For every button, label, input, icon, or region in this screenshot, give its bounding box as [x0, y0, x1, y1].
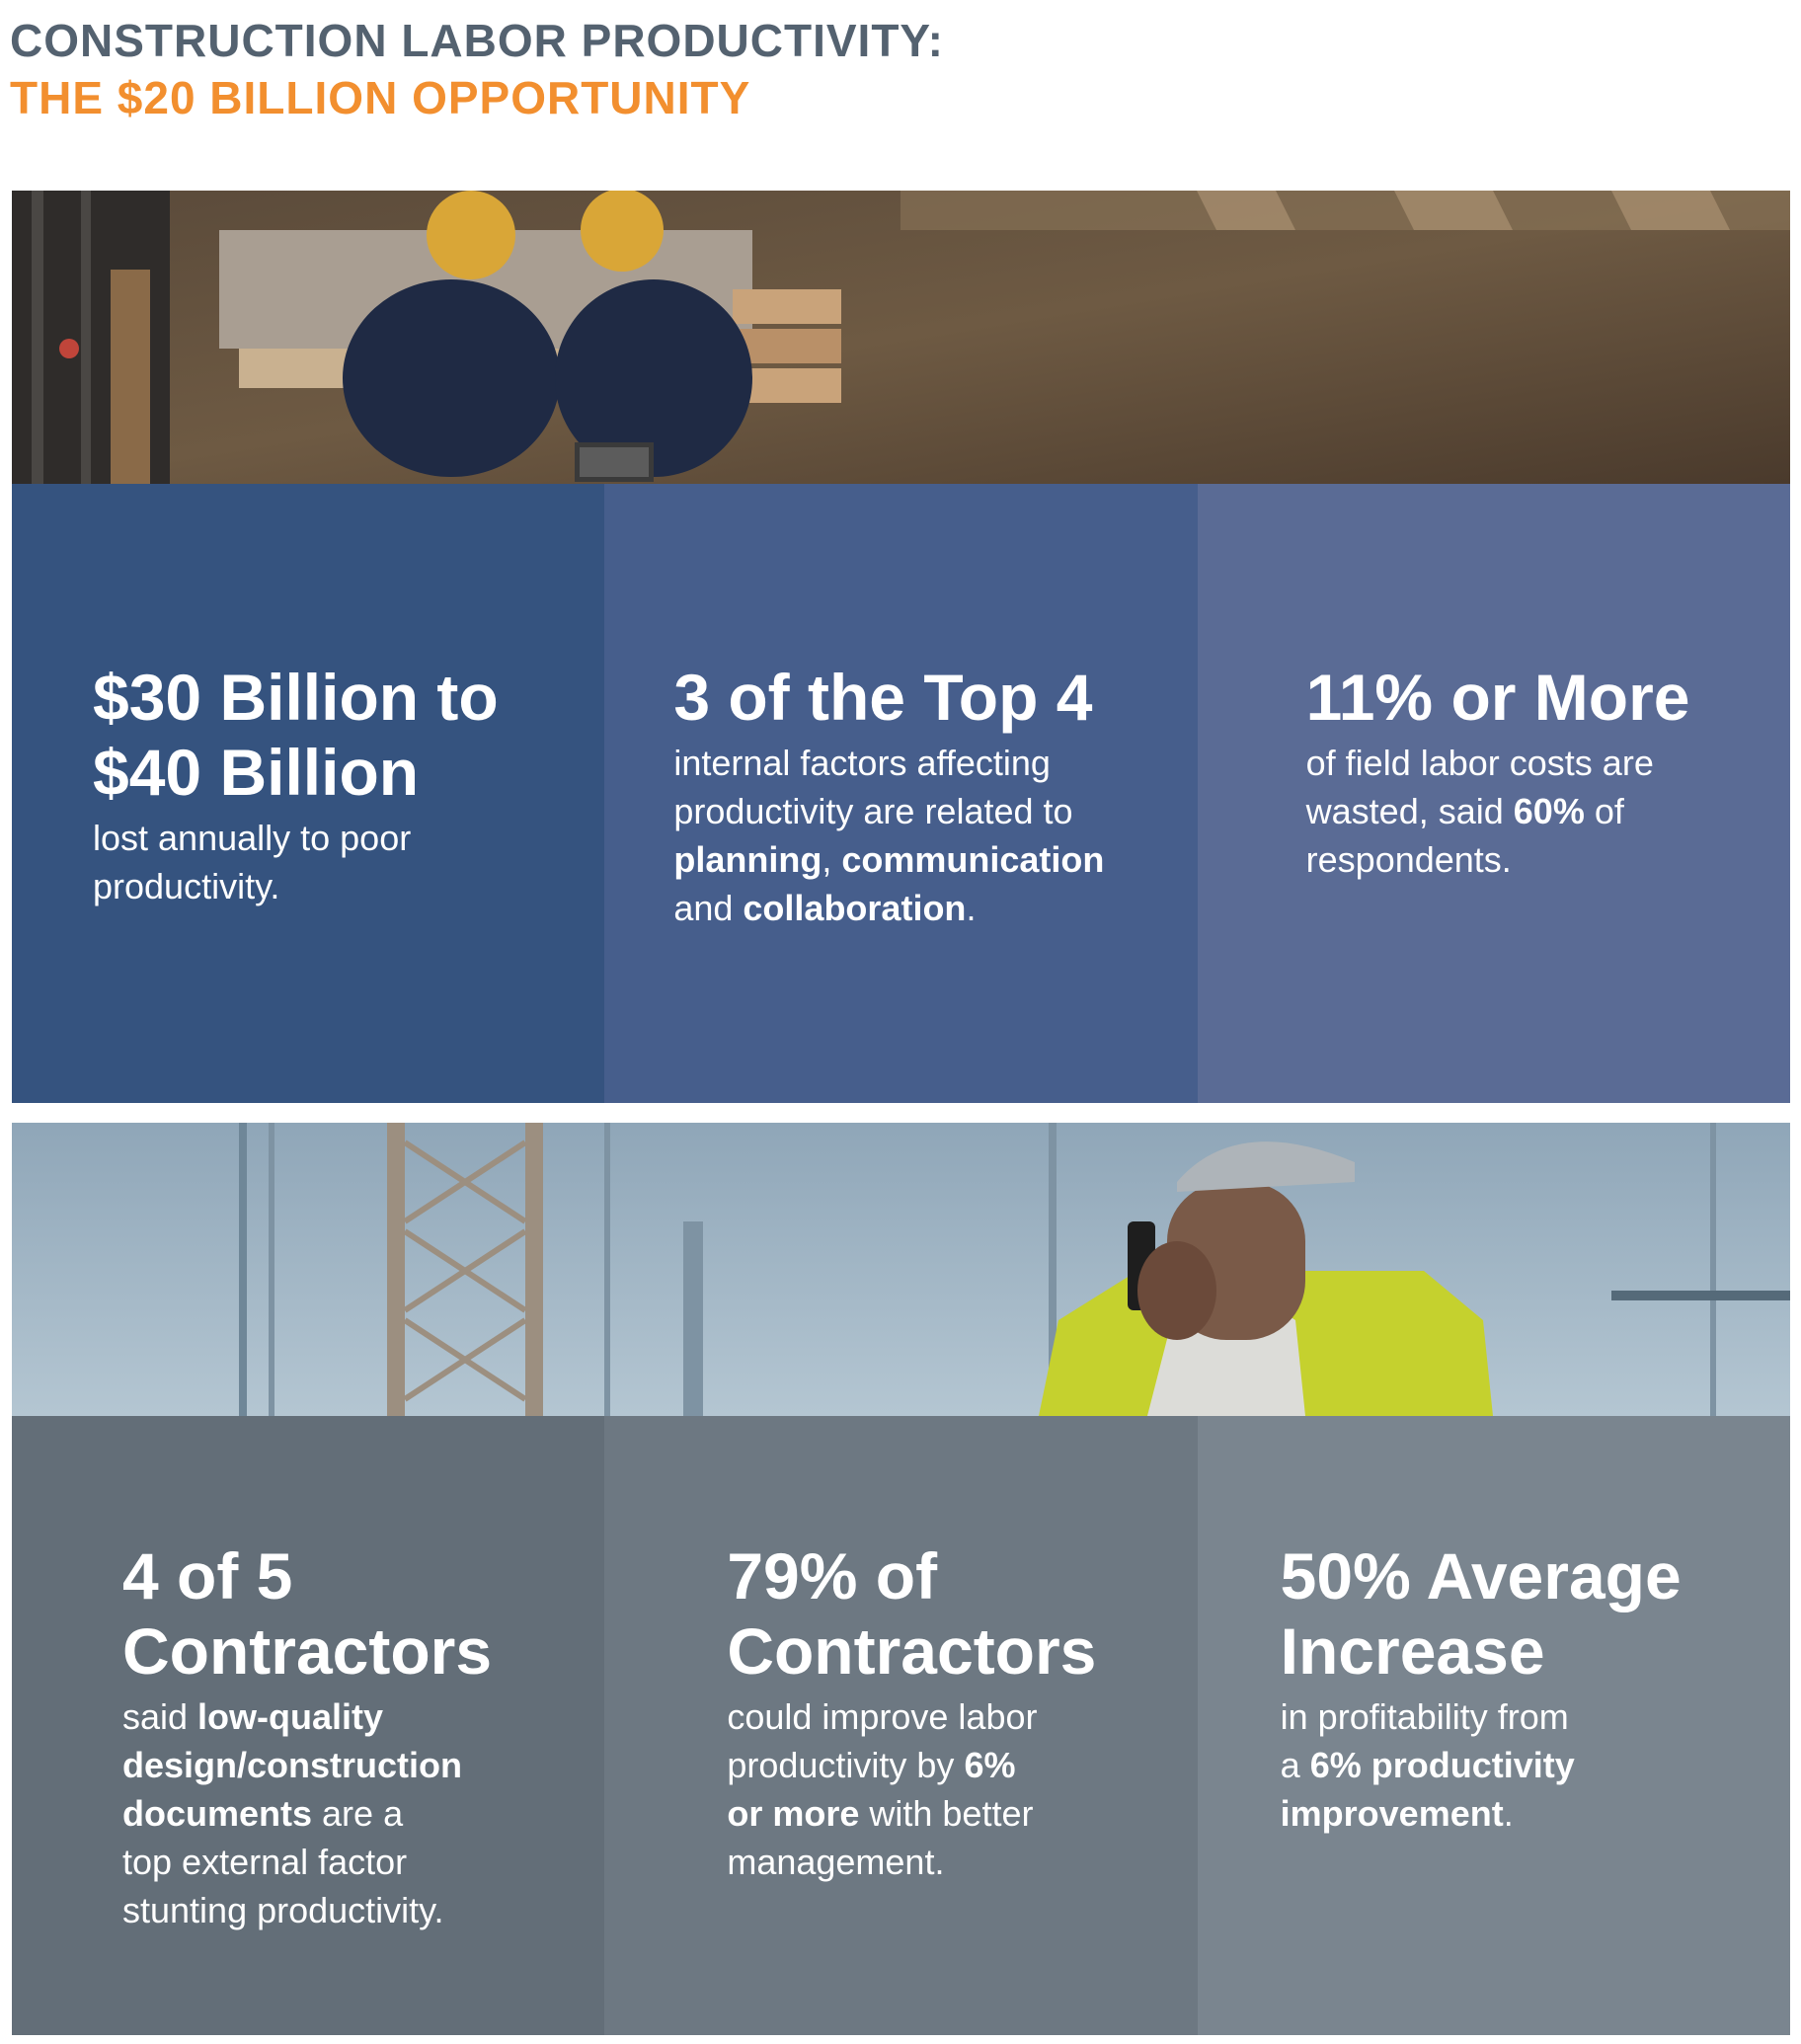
worker-radio-photo-illustration: [12, 1123, 1790, 1416]
stat-content: [1281, 1538, 1682, 1838]
headline-line: $30 Billion to: [93, 661, 499, 734]
desc-text: a: [1280, 1745, 1310, 1785]
stat-headline: [1281, 1538, 1682, 1689]
desc-text: wasted, said: [1305, 791, 1514, 831]
desc-bold: planning: [673, 839, 822, 880]
stat-headline: [93, 660, 499, 810]
desc-text: said: [122, 1696, 198, 1737]
desc-text: stunting productivity.: [122, 1890, 444, 1930]
desc-text: in profitability from: [1280, 1696, 1569, 1737]
desc-bold: 6%: [964, 1745, 1016, 1785]
stat-description: [1281, 1692, 1682, 1838]
stat-description: [93, 814, 499, 910]
stat-panel-wasted-costs: [1198, 484, 1790, 1103]
headline-line: 50% Average: [1280, 1539, 1682, 1612]
stat-headline: [1306, 660, 1690, 735]
stat-panel-lost-annually: [12, 484, 604, 1103]
stat-content: [93, 660, 499, 910]
stats-band-top: [12, 484, 1790, 1103]
desc-text: with better: [859, 1793, 1034, 1834]
desc-bold: or more: [727, 1793, 860, 1834]
headline-line: Increase: [1280, 1614, 1545, 1688]
desc-bold: 60%: [1513, 791, 1585, 831]
desc-text: productivity by: [727, 1745, 965, 1785]
workers-photo-illustration: [12, 191, 1790, 484]
stat-content: [673, 660, 1104, 932]
desc-bold: 6% productivity: [1309, 1745, 1575, 1785]
stat-headline: [673, 660, 1104, 735]
stat-description: [727, 1692, 1096, 1886]
desc-text: top external factor: [122, 1842, 408, 1882]
headline-line: Contractors: [727, 1614, 1097, 1688]
desc-bold: documents: [122, 1793, 313, 1834]
workers-photo: [12, 191, 1790, 484]
desc-text: and: [673, 888, 744, 928]
stat-panel-internal-factors: [604, 484, 1197, 1103]
headline-line: 79% of: [727, 1539, 938, 1612]
desc-bold: design/construction: [122, 1745, 463, 1785]
desc-text: productivity are related to: [673, 791, 1073, 831]
desc-text: lost annually to poor: [93, 818, 412, 858]
stat-panel-low-quality-documents: [12, 1416, 604, 2035]
stats-band-bottom: [12, 1416, 1790, 2035]
desc-text: .: [966, 888, 977, 928]
title-line-1: CONSTRUCTION LABOR PRODUCTIVITY:: [10, 15, 945, 66]
desc-bold: improvement: [1280, 1793, 1504, 1834]
stat-content: [1306, 660, 1690, 884]
desc-text: .: [1503, 1793, 1514, 1834]
desc-text: internal factors affecting: [673, 743, 1051, 783]
stat-headline: [122, 1538, 492, 1689]
stat-description: [1306, 739, 1690, 884]
desc-bold: low-quality: [197, 1696, 384, 1737]
desc-text: ,: [822, 839, 842, 880]
stat-headline: [727, 1538, 1096, 1689]
worker-radio-photo: [12, 1123, 1790, 1416]
stat-description: [673, 739, 1104, 932]
headline-line: $40 Billion: [93, 736, 420, 809]
title-line-2: THE $20 BILLION OPPORTUNITY: [10, 72, 751, 123]
desc-text: of field labor costs are: [1305, 743, 1654, 783]
desc-text: could improve labor: [727, 1696, 1038, 1737]
desc-text: are a: [312, 1793, 404, 1834]
headline-line: 11% or More: [1305, 661, 1690, 734]
headline-line: 3 of the Top 4: [673, 661, 1093, 734]
stat-content: [727, 1538, 1096, 1886]
stat-panel-labor-productivity: [604, 1416, 1197, 2035]
stat-description: [122, 1692, 492, 1934]
headline-line: 4 of 5: [122, 1539, 293, 1612]
desc-bold: communication: [841, 839, 1105, 880]
desc-text: of: [1584, 791, 1624, 831]
desc-bold: collaboration: [743, 888, 967, 928]
headline-line: Contractors: [122, 1614, 493, 1688]
desc-text: management.: [727, 1842, 945, 1882]
desc-text: productivity.: [93, 866, 280, 906]
stat-panel-profitability-increase: [1198, 1416, 1790, 2035]
stat-content: [122, 1538, 492, 1934]
desc-text: respondents.: [1305, 839, 1512, 880]
